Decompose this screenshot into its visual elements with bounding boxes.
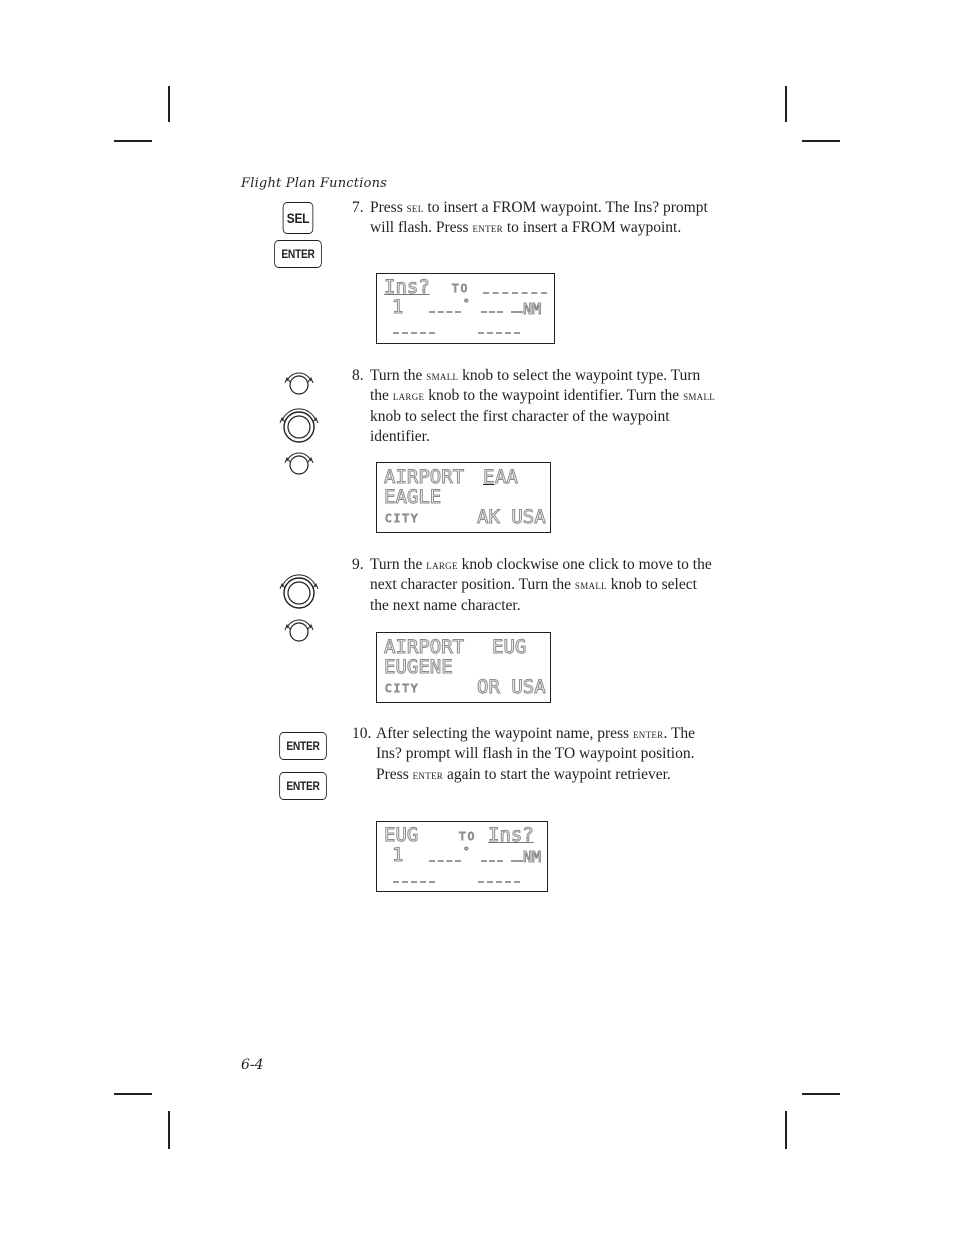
degree-symbol: ° xyxy=(463,845,470,858)
to-label: TO xyxy=(452,282,470,295)
dash-field xyxy=(481,860,503,862)
step-9: 9. Turn the large knob clockwise one click to move to the next character position. Turn the small knob to select the next name character. xyxy=(352,556,712,614)
dash-field xyxy=(481,311,503,313)
dash-field xyxy=(511,860,523,862)
section-title: Flight Plan Functions xyxy=(241,176,388,191)
ident-cursor-char: E xyxy=(483,466,495,488)
enter-button[interactable]: ENTER xyxy=(279,772,327,800)
page-number: 6-4 xyxy=(241,1057,264,1073)
sel-button[interactable]: SEL xyxy=(283,202,314,234)
step-7: 7. Press sel to insert a FROM waypoint. The Ins? prompt will flash. Press enter to insert a FROM waypoint. xyxy=(352,199,708,237)
crop-mark xyxy=(802,1093,840,1095)
waypoint-type: AIRPORT xyxy=(384,466,465,488)
crop-mark xyxy=(114,140,152,142)
small-knob-icon[interactable] xyxy=(282,616,316,646)
lcd-display-insert-from xyxy=(376,273,555,344)
crop-mark xyxy=(785,1111,787,1149)
crop-mark xyxy=(168,86,170,122)
nm-label: NM xyxy=(523,300,542,318)
crop-mark xyxy=(114,1093,152,1095)
dash-field xyxy=(429,860,461,862)
region: OR USA xyxy=(477,676,546,698)
dash-field xyxy=(483,292,547,294)
crop-mark xyxy=(802,140,840,142)
city-label: CITY xyxy=(385,512,420,525)
waypoint-type: AIRPORT xyxy=(384,636,465,658)
nm-label: NM xyxy=(523,848,542,866)
ins-prompt: Ins? xyxy=(384,276,430,298)
dash-field xyxy=(478,881,520,883)
ident-rest: AA xyxy=(495,466,518,488)
lcd-display-insert-to xyxy=(376,821,548,892)
crop-mark xyxy=(785,86,787,122)
step-8: 8. Turn the small knob to select the waypoint type. Turn the large knob to the waypoint identifier. Turn the small knob to select the first character of the waypoint identifier. xyxy=(352,367,716,445)
enter-button[interactable]: ENTER xyxy=(279,732,327,760)
waypoint-name: EAGLE xyxy=(384,486,442,508)
small-knob-icon[interactable] xyxy=(282,369,316,399)
to-label: TO xyxy=(459,830,477,843)
region: AK USA xyxy=(477,506,546,528)
dash-field xyxy=(478,332,520,334)
waypoint-name: EUGENE xyxy=(384,656,453,678)
city-label: CITY xyxy=(385,682,420,695)
crop-mark xyxy=(168,1111,170,1149)
leg-number: 1 xyxy=(392,296,404,318)
waypoint-ident: EUG xyxy=(492,636,527,658)
dash-field xyxy=(429,311,461,313)
enter-button[interactable]: ENTER xyxy=(274,240,322,268)
dash-field xyxy=(393,332,435,334)
dash-field xyxy=(393,881,435,883)
degree-symbol: ° xyxy=(463,297,470,310)
small-knob-icon[interactable] xyxy=(282,449,316,479)
leg-number: 1 xyxy=(392,844,404,866)
dash-field xyxy=(511,311,523,313)
large-knob-icon[interactable] xyxy=(276,570,322,612)
step-10: 10. After selecting the waypoint name, press enter. The Ins? prompt will flash in the TO waypoint position. Press enter again to start the waypoint retriever. xyxy=(352,725,696,783)
lcd-display-eugene xyxy=(376,632,551,703)
large-knob-icon[interactable] xyxy=(276,404,322,446)
from-ident: EUG xyxy=(384,824,419,846)
ins-prompt: Ins? xyxy=(488,824,534,846)
lcd-display-eagle xyxy=(376,462,551,533)
